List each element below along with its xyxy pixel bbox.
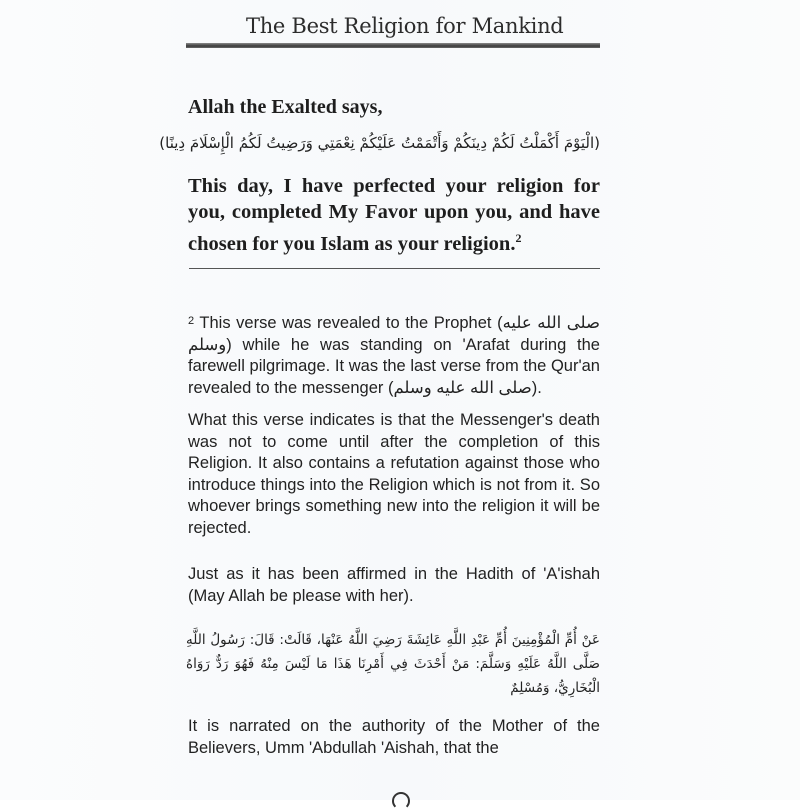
hadith-intro-paragraph: Just as it has been affirmed in the Hadith of 'A'ishah (May Allah be please with her). [188, 565, 600, 605]
verse-translation [188, 173, 600, 257]
footnote-divider [189, 268, 600, 269]
footnote-reference: 2 [515, 231, 522, 245]
hadith-arabic-text: عَنْ أُمِّ الْمُؤْمِنِينَ أُمِّ عَبْدِ اللَّهِ عَائِشَةَ رَضِيَ اللَّهُ عَنْهَا، قَالَتْ: قَالَ: رَسُولُ اللَّهِ صَلَّى اللَّهُ عَلَيْهِ وَسَلَّمَ: مَنْ أَحْدَثَ فِي أَمْرِنَا هَذَا مَا لَيْسَ مِنْهُ فَهُوَ رَدٌّ رَوَاهُ الْبُخَارِيُّ، وَمُسْلِمٌ [186, 632, 600, 696]
narration-paragraph: It is narrated on the authority of the Mother of the Believers, Umm 'Abdullah 'Aishah, that the [188, 717, 600, 757]
footnote-text-1: This verse was revealed to the Prophet ( [194, 314, 503, 332]
footnote-text-2: ) while he was standing on 'Arafat during the farewell pilgrimage. It was the last verse from the Qur'an revealed to the messenger ( [188, 335, 600, 397]
salutation-arabic-1: صلى الله عليه وسلم [188, 314, 601, 354]
intro-heading: Allah the Exalted says, [188, 96, 383, 118]
running-header-title: The Best Religion for Mankind [246, 14, 564, 38]
page-number-cropped [392, 792, 410, 810]
footnote-paragraph [188, 311, 600, 399]
salutation-arabic-2: صلى الله عليه وسلم [393, 378, 532, 397]
footnote-mark: 2 [188, 315, 195, 327]
footnote-text-3: ). [531, 378, 542, 397]
arabic-verse: (الْيَوْمَ أَكْمَلْتُ لَكُمْ دِينَكُمْ وَأَتْمَمْتُ عَلَيْكُمْ نِعْمَتِي وَرَضِيتُ لَكُمُ الْإِسْلَامَ دِينًا) [159, 134, 600, 152]
header-rule [186, 43, 600, 48]
commentary-paragraph: What this verse indicates is that the Messenger's death was not to come until after the completion of this Religion. It also contains a refutation against those who introduce things into the Religion which is not from it. So whoever brings something new into the religion it will be rejected. [188, 411, 600, 537]
verse-translation-text: This day, I have perfected your religion for you, completed My Favor upon you, and have chosen for you Islam as your religion. [188, 175, 600, 255]
